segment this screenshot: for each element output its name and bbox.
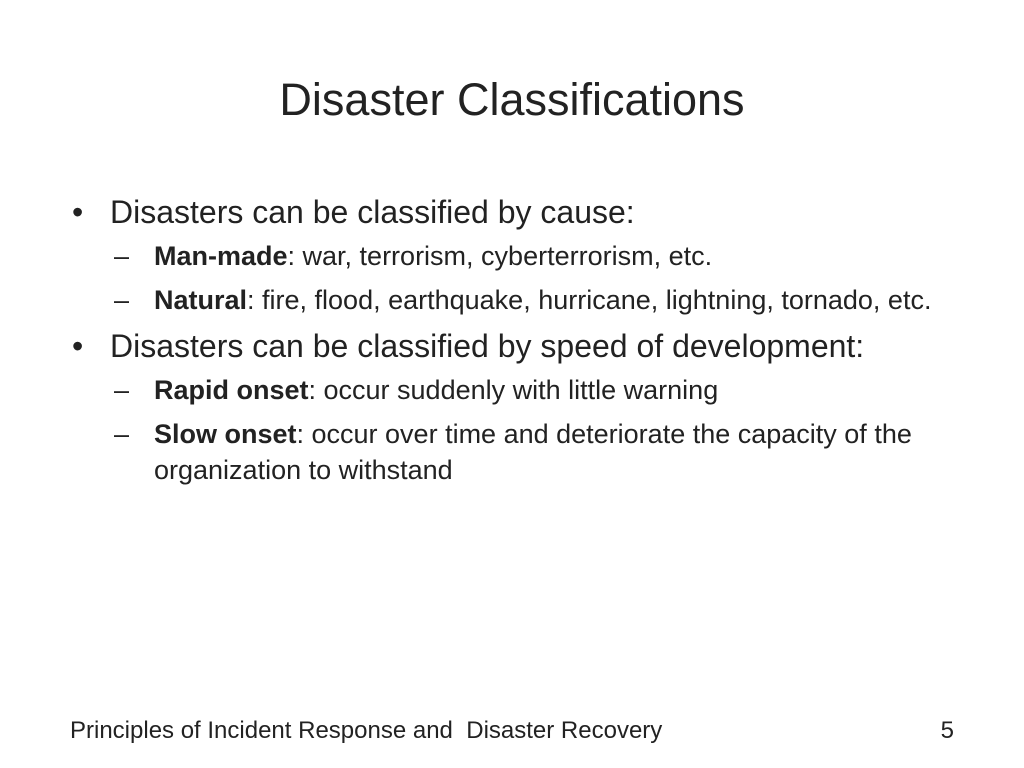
sub-bullet-text: : occur suddenly with little warning xyxy=(308,375,719,405)
slide-title: Disaster Classifications xyxy=(279,74,745,125)
bullet-text: Disasters can be classified by cause: xyxy=(110,194,635,230)
bullet-text: Disasters can be classified by speed of development: xyxy=(110,328,865,364)
slide-content xyxy=(70,192,950,496)
sub-bullet-text: : war, terrorism, cyberterrorism, etc. xyxy=(287,241,713,271)
dash-icon: – xyxy=(114,419,130,449)
sub-bullet-item xyxy=(114,416,950,488)
sub-bullet-item xyxy=(114,372,950,408)
dash-icon: – xyxy=(114,285,130,315)
sub-bullet-item xyxy=(114,282,950,318)
sub-bullet-term: Slow onset xyxy=(154,419,297,449)
page-number: 5 xyxy=(940,717,954,744)
sub-bullet-term: Rapid onset xyxy=(154,375,309,405)
bullet-icon: • xyxy=(72,194,84,230)
sub-bullet-item xyxy=(114,238,950,274)
bullet-icon: • xyxy=(72,328,84,364)
footer-title: Principles of Incident Response and Disaster Recovery xyxy=(70,717,663,744)
bullet-item xyxy=(70,192,950,232)
bullet-item xyxy=(70,326,950,366)
sub-bullet-term: Man-made xyxy=(154,241,288,271)
dash-icon: – xyxy=(114,375,130,405)
sub-bullet-text: : fire, flood, earthquake, hurricane, lightning, tornado, etc. xyxy=(247,285,932,315)
sub-bullet-term: Natural xyxy=(154,285,248,315)
sub-bullet-text: : occur over time and deteriorate the capacity of the organization to withstand xyxy=(154,419,912,485)
dash-icon: – xyxy=(114,241,130,271)
